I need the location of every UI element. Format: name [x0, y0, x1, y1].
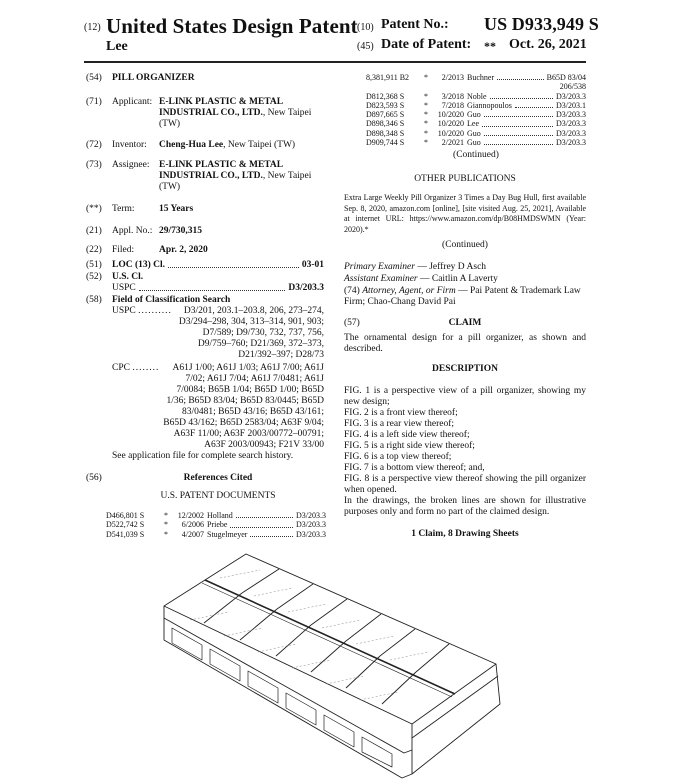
code-45: (45) — [357, 41, 374, 52]
ref-number: D541,039 S — [106, 529, 145, 539]
reference-row: D522,742 S * 6/2006 Priebe D3/203.3 — [106, 520, 326, 530]
assistant-examiner-label: Assistant Examiner — [344, 274, 418, 284]
code-12: (12) — [84, 22, 101, 33]
fs-cpc-line: A63F 2003/00943; F21V 33/00 — [204, 440, 324, 450]
assignee-label: Assignee: — [112, 160, 150, 170]
applicant-label: Applicant: — [112, 97, 153, 107]
fig-desc: FIG. 6 is a top view thereof; — [344, 452, 452, 462]
ref-number: D522,742 S — [106, 520, 145, 530]
references-title: References Cited — [183, 473, 253, 483]
figure-descriptions — [344, 386, 586, 518]
fs-cpc-line: A63F 11/00; A63F 2003/00772–00791; — [173, 429, 324, 439]
ref-number: D466,801 S — [106, 511, 145, 520]
reference-row: D823,593 S * 7/2018 Giannopoulos D3/203.1 — [366, 100, 586, 110]
right-references-list — [366, 73, 586, 147]
fs-uspc-line: D7/589; D9/730, 732, 737, 756, — [202, 328, 324, 338]
assignee-block — [159, 160, 324, 193]
code-51: (51) — [86, 260, 102, 270]
fig-desc: FIG. 4 is a left side view thereof; — [344, 430, 470, 440]
front-compartments — [172, 628, 392, 767]
code-73: (73) — [86, 160, 102, 170]
code-57: (57) — [344, 318, 360, 328]
fs-uspc-line: D9/759–760; D21/369, 372–373, — [197, 339, 324, 349]
reference-row: D897,665 S * 10/2020 Guo D3/203.3 — [366, 110, 586, 120]
fs-uspc-label-wrap: USPC .......... — [112, 306, 172, 316]
applicant-block — [159, 97, 324, 130]
center-divider — [205, 580, 455, 694]
date-stars: ** — [484, 39, 496, 53]
continued-label-2: (Continued) — [442, 240, 488, 250]
fs-cpc-lines — [118, 374, 324, 451]
fs-uspc-lines — [158, 306, 324, 361]
uspc-row — [112, 283, 324, 294]
loc-label: LOC (13) Cl. — [112, 260, 166, 270]
fs-uspc-label: USPC — [112, 306, 136, 316]
reference-row: 8,381,911 B2 * 2/2013 Buchner B65D 83/04 — [366, 73, 586, 82]
other-publications-title: OTHER PUBLICATIONS — [414, 174, 516, 184]
primary-examiner — [344, 262, 586, 273]
inventor-name: Cheng-Hua Lee — [159, 140, 224, 150]
applicant-country: (TW) — [159, 119, 181, 129]
other-publication-entry: Extra Large Weekly Pill Organizer 3 Times a Day Bug Hull, first available Sep. 8, 2020, amazon.com [online], [site visited Aug. 25, 2021], Available at internet URL: https://www.amazon.com/dp/B08HMDSWMN (Year: 2020).* — [344, 193, 586, 234]
us-patent-docs-title: U.S. PATENT DOCUMENTS — [160, 491, 276, 501]
fs-cpc-label-wrap: CPC ........ — [112, 363, 160, 373]
drawing-note: In the drawings, the broken lines are shown for illustrative purposes only and form no part of the claimed design. — [344, 496, 586, 517]
field-search-label: Field of Classification Search — [112, 295, 231, 305]
attorney-label: Attorney, Agent, or Firm — [362, 286, 456, 296]
assignee-country: (TW) — [159, 182, 181, 192]
code-58: (58) — [86, 295, 102, 305]
filed-value: Apr. 2, 2020 — [159, 245, 208, 255]
date-label: Date of Patent: — [381, 37, 472, 52]
uspc-label: USPC — [112, 283, 136, 293]
fs-cpc-line: 7/02; A61J 7/04; A61J 7/0481; A61J — [185, 374, 324, 384]
fig-desc: FIG. 5 is a right side view thereof; — [344, 441, 475, 451]
appl-no-label: Appl. No.: — [112, 226, 153, 236]
assignee-name-line2: INDUSTRIAL CO., LTD. — [159, 171, 263, 181]
uspc-value: D3/203.3 — [288, 283, 324, 293]
code-72: (72) — [86, 140, 102, 150]
code-54: (54) — [86, 73, 102, 83]
code-52: (52) — [86, 272, 102, 282]
fs-cpc-first: A61J 1/00; A61J 1/03; A61J 7/00; A61J — [172, 363, 324, 373]
fig-desc: FIG. 2 is a front view thereof; — [344, 408, 458, 418]
buchner-continued-class: 206/538 — [559, 82, 586, 92]
primary-examiner-name: — Jeffrey D Asch — [414, 262, 487, 272]
fig-desc: FIG. 7 is a bottom view thereof; and, — [344, 463, 485, 473]
assignee-name-line1: E-LINK PLASTIC & METAL — [159, 160, 284, 170]
code-71: (71) — [86, 97, 102, 107]
fs-cpc-line: B65D 43/162; B65D 2583/04; A63F 9/04; — [163, 418, 324, 428]
inventor-location: , New Taipei (TW) — [223, 140, 296, 150]
reference-row: D466,801 S * 12/2002 Holland D3/203.3 — [106, 511, 326, 520]
fs-uspc-line: D3/294–298, 304, 313–314, 901, 903; — [178, 317, 324, 327]
inventor-block — [159, 140, 295, 151]
fs-cpc-line: 7/0084; B65B 1/04; B65D 1/00; B65D — [176, 385, 324, 395]
design-title: PILL ORGANIZER — [112, 73, 195, 83]
claim-title: CLAIM — [448, 318, 482, 328]
assistant-examiner — [344, 274, 586, 285]
code-74: (74) — [344, 286, 360, 296]
continued-label-1: (Continued) — [453, 150, 499, 160]
claims-count: 1 Claim, 8 Drawing Sheets — [411, 529, 519, 539]
us-cl-label: U.S. Cl. — [112, 272, 144, 282]
reference-row: D909,744 S * 2/2021 Guo D3/203.3 — [366, 138, 586, 148]
fig-desc: FIG. 3 is a rear view thereof; — [344, 419, 455, 429]
inventor-label: Inventor: — [112, 140, 147, 150]
loc-value: 03-01 — [301, 260, 324, 270]
code-22: (22) — [86, 245, 102, 255]
filed-label: Filed: — [112, 245, 135, 255]
attorney — [344, 286, 586, 308]
patent-number: US D933,949 S — [484, 14, 599, 34]
fs-uspc-line: D3/201, 203.1–203.8, 206, 273–274, — [183, 306, 324, 316]
term-label: Term: — [112, 204, 135, 214]
applicant-name-line1: E-LINK PLASTIC & METAL — [159, 97, 284, 107]
patent-no-label: Patent No.: — [381, 17, 449, 32]
inventor-surname: Lee — [106, 39, 128, 54]
applicant-name-line2: INDUSTRIAL CO., LTD. — [159, 108, 263, 118]
fs-cpc-label: CPC — [112, 363, 130, 373]
claim-text: The ornamental design for a pill organizer, as shown and described. — [344, 333, 586, 354]
pill-organizer-drawing — [150, 548, 530, 784]
code-10: (10) — [357, 22, 374, 33]
fs-cpc-line: 1/36; B65D 83/04; B65D 83/0445; B65D — [166, 396, 324, 406]
document-title: United States Design Patent — [106, 14, 358, 38]
code-term: (**) — [86, 204, 102, 214]
code-56: (56) — [86, 473, 102, 483]
organizer-top-outline — [164, 554, 496, 724]
header-rule — [84, 61, 586, 63]
reference-row: D898,346 S * 10/2020 Lee D3/203.3 — [366, 119, 586, 129]
reference-row: D812,368 S * 3/2018 Noble D3/203.3 — [366, 91, 586, 101]
appl-no-value: 29/730,315 — [159, 226, 203, 236]
front-lid-line — [164, 618, 412, 753]
primary-examiner-label: Primary Examiner — [344, 262, 415, 272]
term-value: 15 Years — [159, 204, 194, 214]
patent-date: Oct. 26, 2021 — [509, 37, 587, 52]
left-references-list — [106, 511, 326, 539]
assignee-city: , New Taipei — [262, 171, 312, 181]
see-application: See application file for complete search history. — [112, 451, 294, 461]
loc-row — [112, 260, 324, 271]
reference-row: D541,039 S * 4/2007 Stugelmeyer D3/203.3 — [106, 529, 326, 539]
reference-row: D898,348 S * 10/2020 Guo D3/203.3 — [366, 128, 586, 138]
code-21: (21) — [86, 226, 102, 236]
description-title: DESCRIPTION — [432, 364, 498, 374]
fig-desc: FIG. 8 is a perspective view thereof showing the pill organizer when opened. — [344, 474, 587, 495]
attorney-name: — Pai Patent & Trademark Law Firm; Chao-Chang David Pai — [344, 286, 581, 307]
fs-cpc-line: 83/0481; B65D 43/16; B65D 43/161; — [182, 407, 324, 417]
fs-uspc-line: D21/392–397; D28/73 — [238, 350, 324, 360]
assistant-examiner-name: — Caitlin A Laverty — [417, 274, 498, 284]
applicant-city: , New Taipei — [262, 108, 312, 118]
fig-desc: FIG. 1 is a perspective view of a pill organizer, showing my new design; — [344, 386, 586, 407]
